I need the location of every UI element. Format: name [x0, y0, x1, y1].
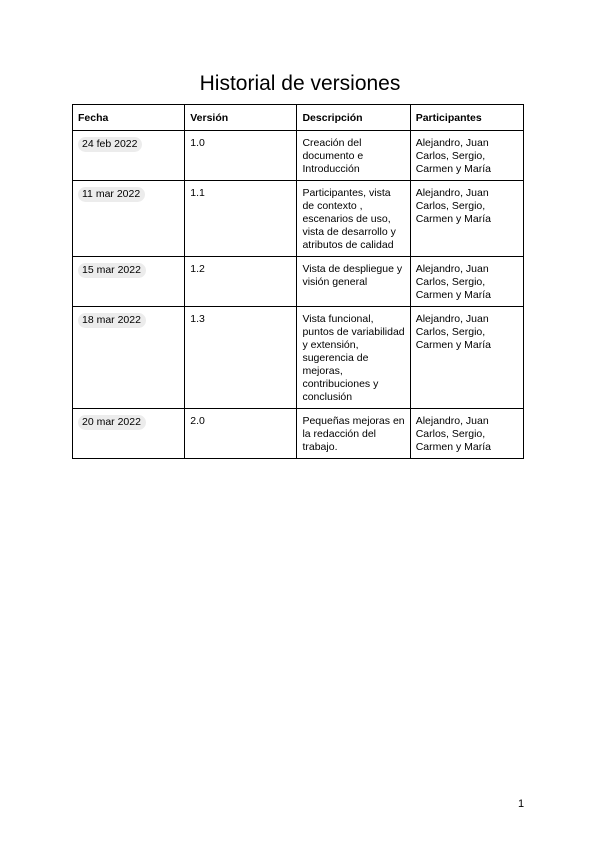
cell-descripcion: Creación del documento e Introducción	[297, 131, 410, 181]
date-chip[interactable]: 15 mar 2022	[78, 263, 146, 278]
cell-descripcion: Participantes, vista de contexto , escenarios de uso, vista de desarrollo y atributos de calidad	[297, 181, 410, 257]
table-header-row	[73, 105, 524, 131]
cell-descripcion: Pequeñas mejoras en la redacción del trabajo.	[297, 409, 410, 459]
version-history-table	[72, 104, 524, 459]
header-participantes: Participantes	[410, 105, 523, 131]
cell-descripcion: Vista de despliegue y visión general	[297, 257, 410, 307]
cell-version: 2.0	[185, 409, 297, 459]
cell-fecha	[73, 131, 185, 181]
cell-descripcion: Vista funcional, puntos de variabilidad y extensión, sugerencia de mejoras, contribuciones y conclusión	[297, 307, 410, 409]
cell-participantes: Alejandro, Juan Carlos, Sergio, Carmen y María	[410, 307, 523, 409]
table-row	[73, 409, 524, 459]
page-title: Historial de versiones	[199, 72, 401, 95]
table-row	[73, 131, 524, 181]
table-row	[73, 257, 524, 307]
table-row	[73, 307, 524, 409]
date-chip[interactable]: 18 mar 2022	[78, 313, 146, 328]
table-row	[73, 181, 524, 257]
cell-version: 1.1	[185, 181, 297, 257]
cell-participantes: Alejandro, Juan Carlos, Sergio, Carmen y María	[410, 131, 523, 181]
page-number: 1	[518, 798, 525, 810]
cell-participantes: Alejandro, Juan Carlos, Sergio, Carmen y María	[410, 257, 523, 307]
cell-version: 1.2	[185, 257, 297, 307]
cell-fecha	[73, 257, 185, 307]
cell-participantes: Alejandro, Juan Carlos, Sergio, Carmen y María	[410, 409, 523, 459]
date-chip[interactable]: 20 mar 2022	[78, 415, 146, 430]
header-descripcion: Descripción	[297, 105, 410, 131]
date-chip[interactable]: 24 feb 2022	[78, 137, 142, 152]
header-version: Versión	[185, 105, 297, 131]
cell-participantes: Alejandro, Juan Carlos, Sergio, Carmen y María	[410, 181, 523, 257]
cell-fecha	[73, 409, 185, 459]
cell-fecha	[73, 181, 185, 257]
cell-version: 1.0	[185, 131, 297, 181]
cell-version: 1.3	[185, 307, 297, 409]
cell-fecha	[73, 307, 185, 409]
header-fecha: Fecha	[73, 105, 185, 131]
date-chip[interactable]: 11 mar 2022	[78, 187, 145, 202]
